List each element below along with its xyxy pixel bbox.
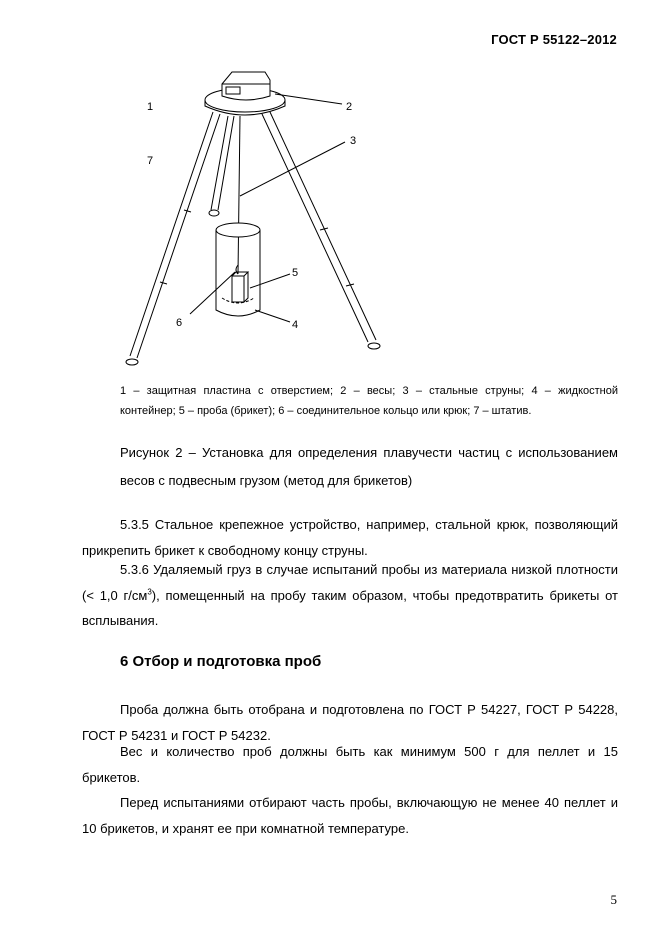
section-6-paragraph-2: Вес и количество проб должны быть как минимум 500 г для пеллет и 15 брикетов.	[82, 744, 618, 785]
tripod-leg-left	[130, 112, 220, 358]
label-3: 3	[350, 135, 357, 147]
steel-string	[238, 116, 240, 274]
label-6: 6	[176, 317, 183, 329]
tripod-leg-right	[262, 112, 376, 342]
section-6-paragraph-1: Проба должна быть отобрана и подготовлена по ГОСТ Р 54227, ГОСТ Р 54228, ГОСТ Р 54231 и ГОСТ Р 54232.	[82, 702, 618, 743]
section-6-heading: 6 Отбор и подготовка проб	[120, 653, 322, 670]
figure-caption: Рисунок 2 – Установка для определения плавучести частиц с использованием весов с подвесным грузом (метод для брикетов)	[120, 445, 618, 488]
sample-briquette	[232, 276, 244, 302]
label-7: 7	[147, 155, 154, 167]
clause-5-3-5: 5.3.5 Стальное крепежное устройство, например, стальной крюк, позволяющий прикрепить брикет к свободному концу струны.	[82, 517, 618, 558]
label-5: 5	[292, 267, 299, 279]
figure-legend-line-2: контейнер; 5 – проба (брикет); 6 – соединительное кольцо или крюк; 7 – штатив.	[120, 405, 532, 417]
figure-legend-line-1: 1 – защитная пластина с отверстием; 2 – весы; 3 – стальные струны; 4 – жидкостной	[120, 385, 618, 397]
section-6-paragraph-3: Перед испытаниями отбирают часть пробы, включающую не менее 40 пеллет и 10 брикетов, и хранят ее при комнатной температуре.	[82, 795, 618, 836]
liquid-container	[216, 223, 260, 237]
label-1: 1	[147, 101, 154, 113]
scale-body	[222, 72, 270, 100]
page-number: 5	[610, 892, 617, 907]
figure-tripod-apparatus	[110, 60, 410, 370]
label-2: 2	[346, 101, 353, 113]
document-code-header: ГОСТ Р 55122–2012	[491, 32, 617, 47]
scale-display	[226, 87, 240, 94]
label-4: 4	[292, 319, 299, 331]
clause-5-3-6: 5.3.6 Удаляемый груз в случае испытаний пробы из материала низкой плотности (< 1,0 $г/см^3$), помещенный на пробу таким образом, чтобы предотвратить брикеты от всплывания.	[82, 562, 618, 628]
